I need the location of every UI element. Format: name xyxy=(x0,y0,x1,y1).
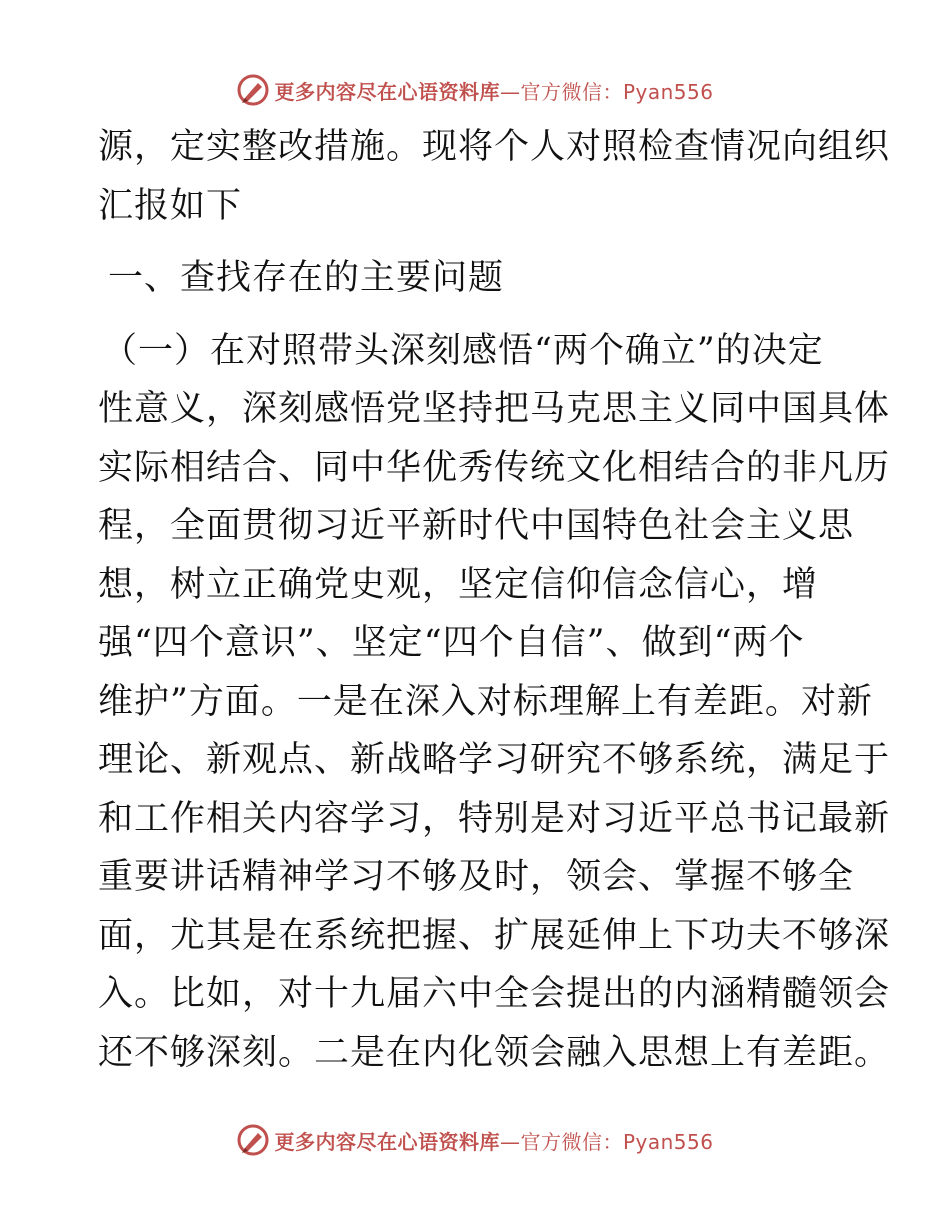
paragraph-line: 强“四个意识”、坚定“四个自信”、做到“两个 xyxy=(98,623,805,663)
paragraph-line: 性意义，深刻感悟党坚持把马克思主义同中国具体 xyxy=(98,389,891,429)
paragraph-line: 重要讲话精神学习不够及时，领会、掌握不够全 xyxy=(98,857,855,897)
paragraph-line: 维护”方面。一是在深入对标理解上有差距。对新 xyxy=(98,681,873,722)
paragraph-line: （一）在对照带头深刻感悟“两个确立”的决定 xyxy=(102,330,824,371)
section-heading: 一、查找存在的主要问题 xyxy=(108,258,505,298)
paragraph-line: 理论、新观点、新战略学习研究不够系统，满足于 xyxy=(98,740,891,780)
paragraph-line: 实际相结合、同中华优秀传统文化相结合的非凡历 xyxy=(98,447,891,488)
paragraph-line: 面，尤其是在系统把握、扩展延伸上下功夫不够深 xyxy=(98,915,891,956)
paragraph-line: 还不够深刻。二是在内化领会融入思想上有差距。 xyxy=(98,1032,891,1073)
footer-separator: — xyxy=(499,1129,521,1154)
paragraph-line: 入。比如，对十九届六中全会提出的内涵精髓领会 xyxy=(98,974,891,1014)
footer-banner xyxy=(0,1118,950,1162)
footer-wechat-text: 官方微信：Pyan556 xyxy=(520,1129,714,1154)
document-body xyxy=(98,118,891,1082)
header-wechat-text: 官方微信：Pyan556 xyxy=(520,79,714,104)
paragraph-line: 程，全面贯彻习近平新时代中国特色社会主义思 xyxy=(98,506,855,546)
header-separator: — xyxy=(499,79,521,104)
pen-logo-icon xyxy=(236,1123,270,1157)
pen-logo-icon xyxy=(236,73,270,107)
header-site-text: 更多内容尽在心语资料库 xyxy=(274,79,500,104)
paragraph-line: 和工作相关内容学习，特别是对习近平总书记最新 xyxy=(98,798,891,839)
paragraph-line: 想，树立正确党史观，坚定信仰信念信心，增 xyxy=(98,564,819,605)
header-banner-text xyxy=(274,76,713,105)
intro-line: 汇报如下 xyxy=(98,185,243,226)
footer-site-text: 更多内容尽在心语资料库 xyxy=(274,1129,500,1154)
intro-line: 源，定实整改措施。现将个人对照检查情况向组织 xyxy=(98,127,891,167)
footer-banner-text xyxy=(274,1126,713,1155)
header-banner xyxy=(0,68,950,112)
